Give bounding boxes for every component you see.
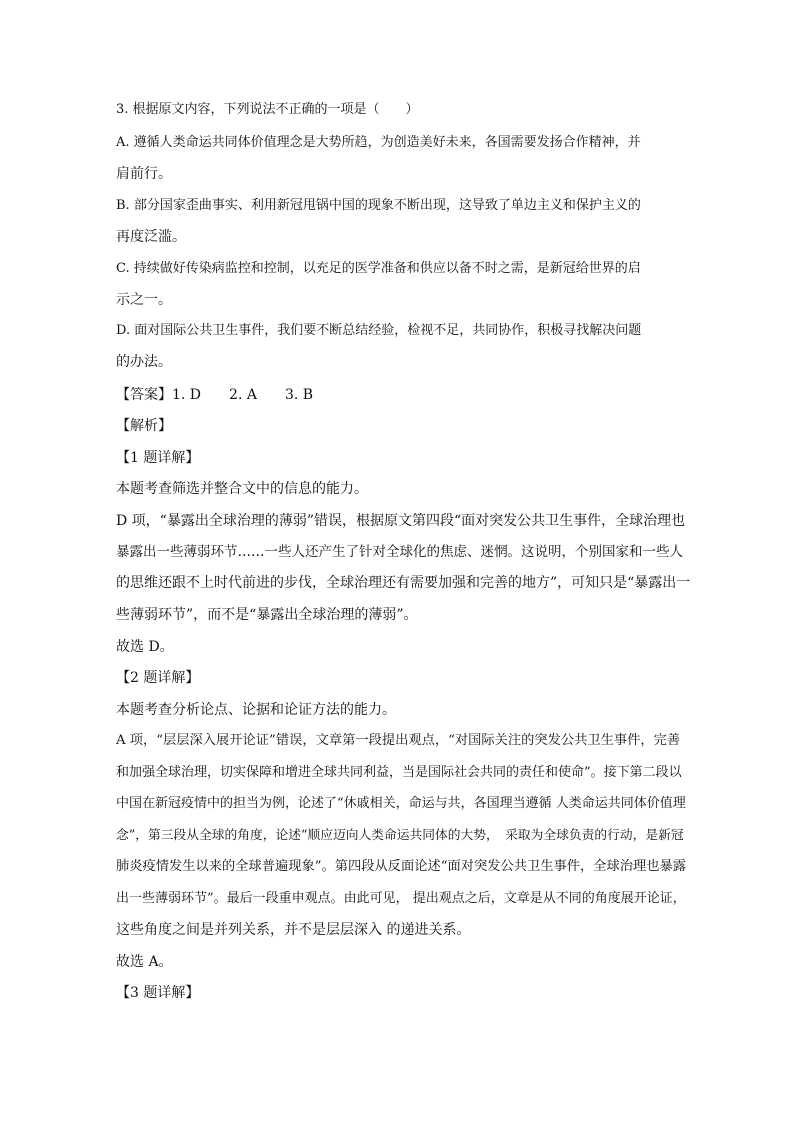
q2-explanation-line1: A 项，“层层深入展开论证”错误，文章第一段提出观点，“对国际关注的突发公共卫生事件，完善 [116, 733, 681, 748]
q2-detail-heading: 【2 题详解】 [116, 670, 200, 686]
question-3-stem: 3. 根据原文内容，下列说法不正确的一项是（ ） [116, 102, 419, 117]
q1-explanation-intro: 本题考查筛选并整合文中的信息的能力。 [116, 481, 368, 497]
q2-explanation-line6: 出一些薄弱环节”。最后一段重申观点。由此可见， 提出观点之后，文章是从不同的角度展开论证， [116, 891, 686, 906]
q1-detail-heading: 【1 题详解】 [116, 450, 200, 466]
q2-explanation-line5: 肺炎疫情发生以来的全球普遍现象”。第四段从反面论述“面对突发公共卫生事件，全球治理也暴露 [116, 859, 687, 874]
option-a-line1: A. 遵循人类命运共同体价值理念是大势所趋，为创造美好未来，各国需要发扬合作精神，并 [116, 135, 641, 150]
q2-explanation-line3: 中国在新冠疫情中的担当为例，论述了“休戚相关，命运与共，各国理当遵循 人类命运共同体价值理 [116, 796, 686, 811]
option-c-line2: 示之一。 [116, 292, 172, 308]
q1-explanation-line1: D 项，“暴露出全球治理的薄弱”错误，根据原文第四段“面对突发公共卫生事件，全球治理也 [116, 513, 686, 529]
analysis-heading: 【解析】 [116, 418, 172, 434]
option-d-line2: 的办法。 [116, 354, 172, 370]
option-b-line1: B. 部分国家歪曲事实、利用新冠甩锅中国的现象不断出现，这导致了单边主义和保护主义的 [116, 198, 641, 213]
q2-explanation-line4: 念”，第三段从全球的角度，论述“顺应迈向人类命运共同体的大势， 采取为全球负责的行动，是新冠 [116, 828, 684, 843]
q1-choice: 故选 D。 [116, 639, 174, 655]
answer-line: 【答案】1. D 2. A 3. B [116, 387, 314, 403]
q2-explanation-line7: 这些角度之间是并列关系，并不是层层深入 的递进关系。 [116, 922, 471, 938]
q2-explanation-intro: 本题考查分析论点、论据和论证方法的能力。 [116, 702, 396, 718]
q2-explanation-line2: 和加强全球治理，切实保障和增进全球共同利益，当是国际社会共同的责任和使命”。接下第二段以 [116, 765, 682, 780]
q1-explanation-line4: 些薄弱环节”，而不是“暴露出全球治理的薄弱”。 [116, 607, 418, 623]
q2-choice: 故选 A。 [116, 954, 173, 970]
option-c-line1: C. 持续做好传染病监控和控制，以充足的医学准备和供应以备不时之需，是新冠给世界的启 [116, 261, 641, 276]
q1-explanation-line3: 的思维还跟不上时代前进的步伐，全球治理还有需要加强和完善的地方”，可知只是“暴露出一 [116, 575, 691, 591]
option-d-line1: D. 面对国际公共卫生事件，我们要不断总结经验，检视不足，共同协作，积极寻找解决问题 [116, 323, 642, 338]
q1-explanation-line2: 暴露出一些薄弱环节……一些人还产生了针对全球化的焦虑、迷惘。这说明，个别国家和一些人 [116, 544, 683, 560]
option-a-line2: 肩前行。 [116, 166, 172, 182]
q3-detail-heading: 【3 题详解】 [116, 985, 200, 1001]
option-b-line2: 再度泛滥。 [116, 229, 186, 245]
